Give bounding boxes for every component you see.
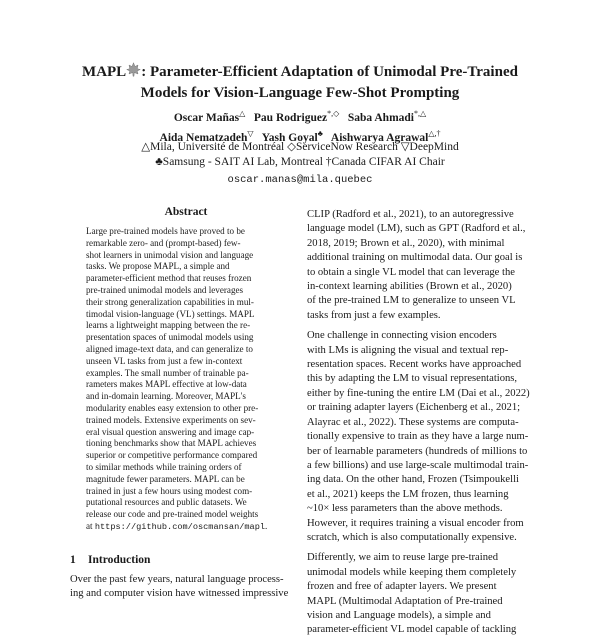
text-line: ber of learnable parameters (hundreds of millions to [307,445,528,457]
text-line: eral visual question answering and image cap- [86,426,255,437]
abstract-body [86,226,278,534]
text-line: timodal vision-language (VL) settings. MAPL [86,308,255,319]
text-line: frozen and free of adapter layers. We present [307,581,497,593]
text-line: ing data. On the other hand, Frozen (Tsimpoukelli [307,474,519,486]
text-line: modularity enables easy extension to other pre- [86,402,259,413]
text-line: to similar methods while training orders of [86,461,242,472]
text-line: trained in just a few hours using modest com- [86,485,253,496]
author-mark: ♣ [317,128,323,138]
text-line: resentation spaces. Recent works have approached [307,359,522,371]
text-line: aligned image-text data, and can generalize to [86,343,253,354]
text-line: Alayrac et al., 2022). These systems are computa- [307,416,519,428]
text-line: vision and Language models), a simple and [307,609,491,621]
author-mark: ▽ [247,128,254,138]
text-line: tasks from just a few examples. [307,309,441,321]
text-line: trained models. Extensive experiments on sev- [86,414,256,425]
text-line: magnitude fewer parameters. MAPL can be [86,473,245,484]
text-line: putational resources and public datasets. We [86,497,247,508]
author-mark: *,◇ [327,109,340,118]
text-line: et al., 2021) keeps the LM frozen, thus learning [307,488,509,500]
text-line: unimodal models while keeping them completely [307,566,517,578]
author-name: Yash Goyal [261,131,318,144]
contact-email[interactable]: oscar.manas@mila.quebec [227,174,373,186]
text-line: ing and computer vision have witnessed impressive [70,588,289,599]
author-line-1 [40,106,560,126]
author-mark: △,† [428,128,441,138]
text-line: tioning benchmarks show that MAPL achieves [86,438,257,449]
affiliations [40,140,560,170]
text-line: a few billions) and use large-scale multimodal train- [307,459,529,471]
author-mark: *,△ [414,109,427,118]
abstract-last-line: at https://github.com/oscmansan/mapl. [86,520,268,532]
author-mark: △ [239,109,246,118]
text-line: parameter-efficient method that reuses frozen [86,273,252,284]
text-line: rameters makes MAPL effective at low-data [86,379,247,390]
text-line: superior or competitive performance compared [86,450,258,461]
text-line: Differently, we aim to reuse large pre-trained [307,552,498,564]
text-line: to obtain a single VL model that can leverage the [307,266,515,278]
section-number: 1 [70,554,76,566]
title-line-2: Models for Vision-Language Few-Shot Prompting [140,85,460,101]
text-line: this by adapting the LM to visual representations, [307,373,518,385]
text-line: tasks. We propose MAPL, a simple and [86,261,230,272]
text-line: language model (LM), such as GPT (Radford et al., [307,223,526,235]
text-line: ~10× less parameters than the above methods. [307,503,503,515]
text-line: their strong generalization capabilities in mul- [86,296,254,307]
text-line: scratch, which is also computationally expensive. [307,531,517,543]
text-line: release our code and pre-trained model weights [86,509,259,520]
text-line: in-context learning abilities (Brown et al., 2020) [307,281,512,293]
right-column-text [307,208,535,638]
text-line: One challenge in connecting vision encoders [307,330,497,342]
text-line: tionally expensive to train as they have a large num- [307,431,529,443]
maple-leaf-icon [126,62,141,83]
text-line: unseen VL tasks from just a few in-context [86,355,243,366]
author-name: Aida Nematzadeh [159,131,248,144]
author-name: Pau Rodriguez [253,111,328,124]
paper-title [40,62,560,103]
text-line: learns a lightweight mapping between the re- [86,320,251,331]
text-line: additional training on multimodal data. Our goal is [307,252,523,264]
section-heading-introduction [70,554,290,566]
text-line: or training adapter layers (Eichenberg et al., 2021; [307,402,521,414]
text-line: examples. The small number of trainable pa- [86,367,249,378]
affiliation-line: △Mila, Université de Montréal ◇ServiceNow Research ▽DeepMind [141,141,459,153]
introduction-body [70,573,292,601]
affiliation-line: ♣Samsung - SAIT AI Lab, Montreal †Canada CIFAR AI Chair [155,156,445,168]
author-name: Oscar Mañas [173,111,240,124]
title-line-1: MAPL : Parameter-Efficient Adaptation of Unimodal Pre-Trained [40,62,560,83]
text-line: shot learners in unimodal vision and language [86,249,254,260]
text-line: with LMs is aligning the visual and textual rep- [307,344,509,356]
code-url-link[interactable]: https://github.com/oscmansan/mapl [94,521,266,532]
text-line: pre-trained unimodal models and leverages [86,284,244,295]
text-line: 2018, 2019; Brown et al., 2020), with minimal [307,237,505,249]
abstract-heading: Abstract [164,206,208,218]
text-line: parameter-efficient VL model capable of tackling [307,624,517,636]
text-line: of the pre-trained LM to generalize to unseen VL [307,295,516,307]
author-name: Aishwarya Agrawal [330,131,429,144]
author-name: Saba Ahmadi [347,111,414,124]
text-line: MAPL (Multimodal Adaptation of Pre-trained [307,595,503,607]
text-line: remarkable zero- and (prompt-based) few- [86,237,241,248]
text-line: and in-domain learning. Moreover, MAPL's [86,391,246,402]
section-title: Introduction [88,554,151,566]
text-line: CLIP (Radford et al., 2021), to an autoregressive [307,209,514,220]
text-line: Large pre-trained models have proved to be [86,226,245,236]
text-line: Over the past few years, natural language process- [70,574,284,585]
text-line: presentation spaces of unimodal models using [86,332,254,343]
text-line: However, it requires training a visual encoder from [307,517,524,529]
text-line: either by fine-tuning the entire LM (Dai et al., 2022) [307,387,530,399]
